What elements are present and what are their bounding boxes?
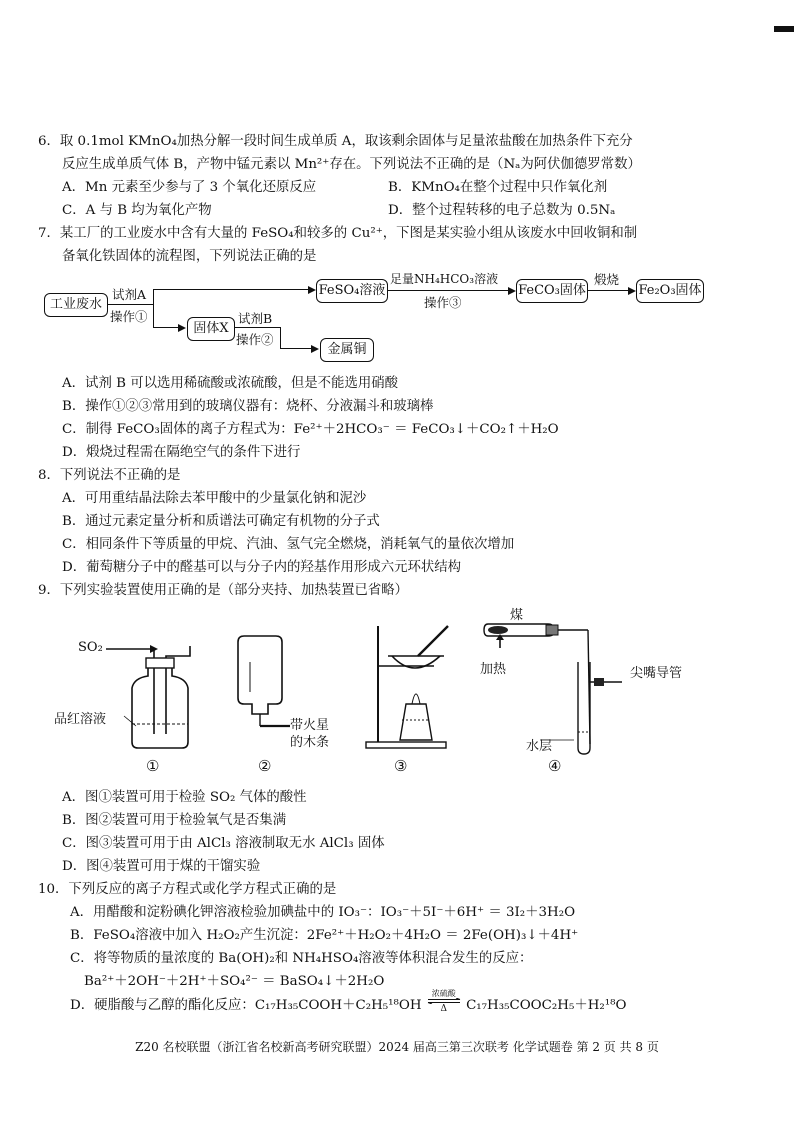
flow-label-reagent-b: 试剂B [238, 311, 273, 326]
flow-label-calcine: 煅烧 [594, 272, 620, 287]
flow-arrow [628, 287, 636, 295]
q7-option-d[interactable]: D．煅烧过程需在隔绝空气的条件下进行 [62, 445, 301, 460]
flow-line [587, 290, 629, 291]
flow-box-feco3: FeCO₃固体 [516, 279, 588, 303]
fig2-label-line2: 的木条 [290, 735, 330, 750]
fig1-wash-bottle-icon [100, 636, 210, 756]
q9-option-c[interactable]: C．图③装置可用于由 AlCl₃ 溶液制取无水 AlCl₃ 固体 [62, 836, 385, 851]
q7-option-a[interactable]: A．试剂 B 可以选用稀硫酸或浓硫酸，但是不能选用硝酸 [62, 376, 399, 391]
q6-option-b[interactable]: B．KMnO₄在整个过程中只作氧化剂 [388, 180, 608, 195]
fig2-bottle-icon [236, 632, 296, 732]
flow-line [153, 327, 179, 328]
reaction-condition-top: 浓硫酸 [431, 989, 456, 998]
flow-line [107, 304, 153, 305]
fig2-label-line1: 带火星 [290, 718, 330, 733]
q10-option-c-line1[interactable]: C．将等物质的量浓度的 Ba(OH)₂和 NH₄HSO₄溶液等体积混合发生的反应： [70, 951, 533, 966]
page-footer: Z20 名校联盟（浙江省名校新高考研究联盟）2024 届高三第三次联考 化学试题卷 第 2 页 共 8 页 [135, 1040, 659, 1054]
fig3-evaporation-icon [364, 622, 464, 752]
q6-option-c[interactable]: C．A 与 B 均为氧化产物 [62, 203, 212, 218]
flow-box-copper: 金属铜 [320, 338, 374, 362]
q10-stem: 10．下列反应的离子方程式或化学方程式正确的是 [38, 882, 337, 897]
flow-arrow [311, 345, 319, 353]
q8-option-c[interactable]: C．相同条件下等质量的甲烷、汽油、氢气完全燃烧，消耗氧气的量依次增加 [62, 537, 515, 552]
flow-arrow [178, 324, 186, 332]
flow-line [387, 290, 509, 291]
reaction-condition [426, 989, 462, 1014]
fig4-number: ④ [548, 757, 562, 775]
flow-label-nh4hco3: 足量NH₄HCO₃溶液 [390, 272, 499, 286]
fig1-liquid-label: 品红溶液 [54, 712, 107, 727]
q8-option-b[interactable]: B．通过元素定量分析和质谱法可确定有机物的分子式 [62, 514, 380, 529]
q7-option-c[interactable]: C．制得 FeCO₃固体的离子方程式为：Fe²⁺＋2HCO₃⁻ ＝ FeCO₃↓＋CO₂↑＋H₂O [62, 422, 559, 437]
fig4-coal-label: 煤 [510, 608, 524, 623]
flow-label-op2: 操作② [236, 332, 274, 347]
q7-option-b[interactable]: B．操作①②③常用到的玻璃仪器有：烧杯、分液漏斗和玻璃棒 [62, 399, 434, 414]
q8-stem: 8．下列说法不正确的是 [38, 468, 181, 483]
flow-label-op1: 操作① [110, 309, 148, 324]
fig3-number: ③ [394, 757, 408, 775]
q9-option-b[interactable]: B．图②装置可用于检验氧气是否集满 [62, 813, 287, 828]
q10-option-d-left: D．硬脂酸与乙醇的酯化反应：C₁₇H₃₅COOH＋C₂H₅¹⁸OH [70, 998, 422, 1013]
fig4-distillation-icon [482, 612, 632, 758]
q10-option-d-right: C₁₇H₃₅COOC₂H₅＋H₂¹⁸O [466, 998, 627, 1013]
fig1-number: ① [146, 757, 160, 775]
flow-arrow [508, 287, 516, 295]
q9-stem: 9．下列实验装置使用正确的是（部分夹持、加热装置已省略） [38, 583, 409, 598]
q6-option-a[interactable]: A．Mn 元素至少参与了 3 个氧化还原反应 [62, 180, 317, 195]
fig1-gas-label: SO₂ [78, 640, 103, 655]
fig4-tube-label: 尖嘴导管 [630, 666, 683, 681]
q9-option-a[interactable]: A．图①装置可用于检验 SO₂ 气体的酸性 [62, 790, 307, 805]
q6-option-d[interactable]: D．整个过程转移的电子总数为 0.5Nₐ [388, 203, 616, 218]
fig4-heat-label: 加热 [480, 662, 507, 677]
flow-box-fe2o3: Fe₂O₃固体 [636, 279, 704, 303]
q10-option-c-line2: Ba²⁺＋2OH⁻＋2H⁺＋SO₄²⁻ ＝ BaSO₄↓＋2H₂O [84, 974, 385, 989]
flow-label-reagent-a: 试剂A [112, 287, 147, 302]
flow-line [153, 289, 309, 290]
reaction-condition-bottom: Δ [440, 1004, 448, 1014]
flow-line [280, 348, 312, 349]
q10-option-a[interactable]: A．用醋酸和淀粉碘化钾溶液检验加碘盐中的 IO₃⁻：IO₃⁻＋5I⁻＋6H⁺ ＝ 3I₂＋3H₂O [70, 905, 576, 920]
flow-line [234, 327, 280, 328]
flow-line [280, 327, 281, 349]
q6-stem-line2: 反应生成单质气体 B，产物中锰元素以 Mn²⁺存在。下列说法不正确的是（Nₐ为阿伏伽德罗常数） [62, 157, 641, 172]
flow-arrow [308, 286, 316, 294]
q9-option-d[interactable]: D．图④装置可用于煤的干馏实验 [62, 859, 261, 874]
q6-stem-line1: 6．取 0.1mol KMnO₄加热分解一段时间生成单质 A，取该剩余固体与足量浓盐酸在加热条件下充分 [38, 134, 633, 149]
q7-stem-line1: 7．某工厂的工业废水中含有大量的 FeSO₄和较多的 Cu²⁺，下图是某实验小组从该废水中回收铜和制 [38, 226, 638, 241]
q10-option-b[interactable]: B．FeSO₄溶液中加入 H₂O₂产生沉淀：2Fe²⁺＋H₂O₂＋4H₂O ＝ 2Fe(OH)₃↓＋4H⁺ [70, 928, 579, 943]
flow-box-waste: 工业废水 [44, 293, 108, 317]
flow-line [153, 289, 154, 327]
flow-label-op3: 操作③ [424, 295, 462, 310]
flow-box-solid-x: 固体X [187, 317, 235, 341]
fig4-water-label: 水层 [526, 739, 553, 754]
flow-box-feso4: FeSO₄溶液 [316, 279, 388, 303]
q7-stem-line2: 备氧化铁固体的流程图，下列说法正确的是 [62, 249, 317, 264]
corner-mark [774, 26, 794, 32]
q8-option-a[interactable]: A．可用重结晶法除去苯甲酸中的少量氯化钠和泥沙 [62, 491, 367, 506]
fig2-number: ② [258, 757, 272, 775]
q10-option-d[interactable] [70, 989, 627, 1018]
q8-option-d[interactable]: D．葡萄糖分子中的醛基可以与分子内的羟基作用形成六元环状结构 [62, 560, 462, 575]
